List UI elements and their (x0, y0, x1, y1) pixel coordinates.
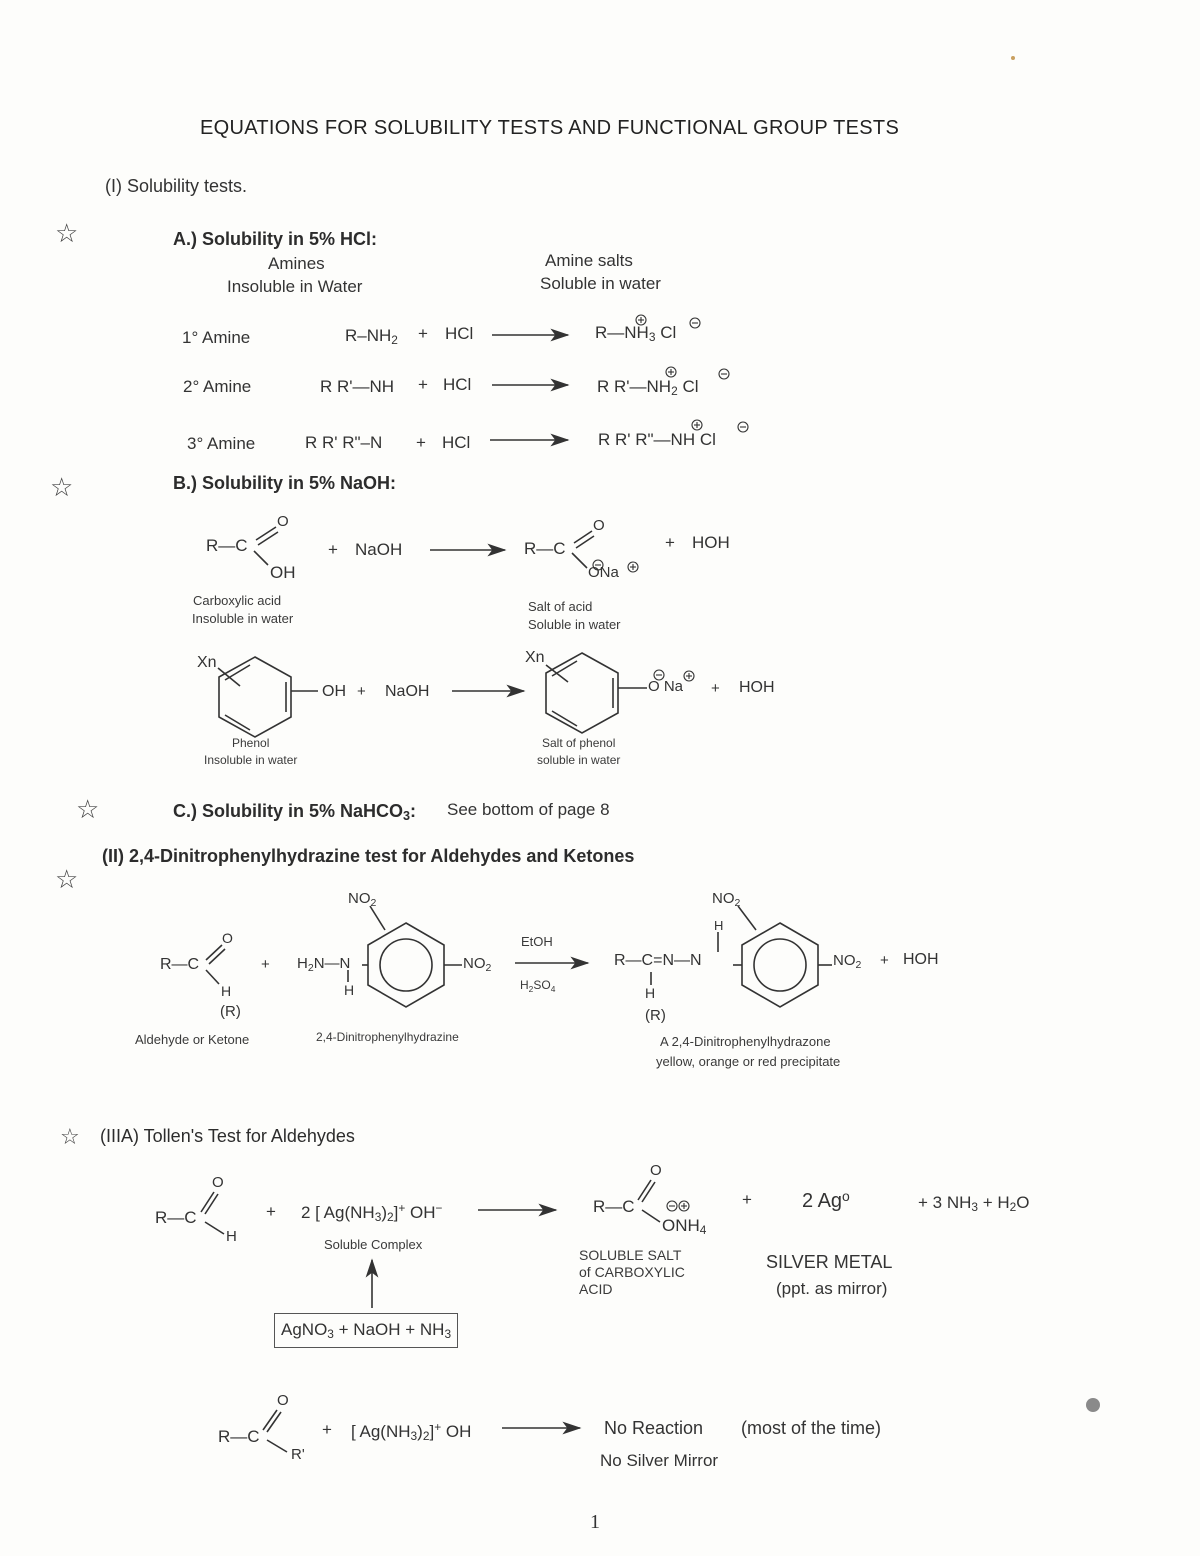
plus-sign: + (328, 540, 338, 559)
carboxylate-oxygen: O (650, 1162, 662, 1179)
amines-insoluble: Insoluble in Water (227, 277, 363, 296)
amines-label: Amines (268, 254, 325, 273)
aldehyde-hydrogen: H (226, 1228, 237, 1245)
salt-oxygen: O (593, 517, 605, 534)
hcl-reagent: HCl (445, 324, 474, 343)
nitro-group-top-product: $NO_2$ (712, 890, 741, 909)
phenoxide-caption: Salt of phenol (542, 736, 616, 750)
section-b-heading: B.) Solubility in 5% NaOH: (173, 473, 397, 493)
scan-speck (1086, 1398, 1100, 1412)
ammonium-carboxylate: $ONH_4$ (662, 1216, 707, 1237)
hydrazone-chain: R—C=N—N (614, 952, 702, 969)
acid-oxygen: O (277, 513, 289, 530)
precipitate-caption: yellow, orange or red precipitate (656, 1054, 841, 1069)
amine-salts-label: Amine salts (545, 251, 633, 270)
phenoxide-substituent: Xn (525, 649, 545, 666)
acid-hydroxyl: OH (270, 563, 296, 582)
tollens-reagent-ketone: [ $Ag(NH_3)_2]^+$ OH (351, 1420, 472, 1443)
salt-oxide-sodium: ONa (588, 564, 619, 581)
ammonia-water-products: + 3 $NH_3 + H_2O$ (918, 1193, 1030, 1214)
phenoxide-caption-solubility: soluble in water (537, 753, 621, 767)
plus-sign: + (742, 1190, 752, 1209)
carboxylate-r-group: R—C (593, 1197, 635, 1216)
hydrazone-hydrogen: H (645, 985, 656, 1001)
page-number: 1 (590, 1511, 600, 1533)
tertiary-amine-label: 3° Amine (187, 434, 256, 453)
tertiary-amine-reactant: R R' R"–N (305, 433, 383, 452)
hydrazine-group: $H_2N—N$ (297, 955, 351, 974)
phenol-caption-solubility: Insoluble in water (204, 753, 298, 767)
acid-caption: Carboxylic acid (193, 593, 282, 608)
plus-sign: + (880, 952, 889, 969)
phenol-hydroxyl: OH (322, 683, 346, 700)
section-1-heading: (I) Solubility tests. (105, 176, 248, 196)
benzene-ring (546, 653, 618, 733)
plus-sign: + (416, 433, 426, 452)
naoh-reagent: NaOH (355, 540, 403, 559)
water-product: HOH (692, 533, 730, 552)
carbonyl-r-alt: (R) (220, 1003, 241, 1020)
section-c-note: See bottom of page 8 (447, 800, 610, 819)
section-3-heading: (IIIA) Tollen's Test for Aldehydes (100, 1126, 355, 1146)
hcl-reagent: HCl (443, 375, 472, 394)
page-title: EQUATIONS FOR SOLUBILITY TESTS AND FUNCTIONAL GROUP TESTS (200, 117, 900, 139)
section-c-heading: C.) Solubility in 5% NaHCO$_3$: (173, 801, 417, 823)
secondary-amine-reactant: R R'—NH (320, 377, 395, 396)
carbonyl-r-group: R—C (160, 956, 200, 973)
hydrazine-hydrogen: H (344, 982, 355, 998)
aldehyde-ketone-caption: Aldehyde or Ketone (135, 1032, 250, 1047)
star-annotation-icon: ☆ (50, 472, 74, 502)
primary-amine-label: 1° Amine (182, 328, 251, 347)
acid-r-group: R—C (206, 536, 248, 555)
ethanol-solvent: EtOH (521, 934, 553, 949)
benzene-ring (219, 657, 291, 737)
ketone-r-group: R—C (218, 1427, 260, 1446)
phenoxide-oxygen-sodium: O Na (648, 678, 684, 695)
tollens-reagent: 2 [ $Ag(NH_3)_2]^+$ OH− (301, 1201, 443, 1224)
nitro-group-top: $NO_2$ (348, 890, 377, 909)
sulfuric-acid-catalyst: $H_2SO_4$ (520, 978, 556, 994)
hydrazone-r-alt: (R) (645, 1007, 666, 1024)
silver-metal-caption: SILVER METAL (766, 1252, 893, 1272)
secondary-amine-label: 2° Amine (183, 377, 252, 396)
phenol-caption: Phenol (232, 736, 270, 750)
water-product: HOH (903, 951, 939, 968)
aldehyde-r-group: R—C (155, 1208, 197, 1227)
salt-caption: Salt of acid (528, 599, 593, 614)
amine-salts-soluble: Soluble in water (540, 274, 661, 293)
salt-r-group: R—C (524, 539, 566, 558)
mirror-caption: (ppt. as mirror) (776, 1279, 888, 1298)
phenol-substituent: Xn (197, 654, 217, 671)
plus-sign: + (418, 375, 428, 394)
star-annotation-icon: ☆ (76, 794, 100, 824)
hydrazone-caption: A 2,4-Dinitrophenylhydrazone (660, 1034, 831, 1049)
star-annotation-icon: ☆ (55, 218, 79, 248)
star-annotation-icon: ☆ (55, 864, 79, 894)
no-reaction-text: No Reaction (604, 1418, 704, 1438)
nitro-group-para-product: $NO_2$ (833, 952, 862, 971)
ketone-oxygen: O (277, 1392, 289, 1409)
soluble-salt-caption-3: ACID (579, 1281, 613, 1297)
plus-sign: + (357, 683, 366, 700)
no-silver-mirror-text: No Silver Mirror (600, 1451, 719, 1470)
soluble-salt-caption: SOLUBLE SALT (579, 1247, 682, 1263)
primary-amine-reactant: $R-NH_2$ (345, 326, 398, 347)
section-2-heading: (II) 2,4-Dinitrophenylhydrazine test for Aldehydes and Ketones (102, 846, 635, 866)
soluble-complex-caption: Soluble Complex (324, 1237, 423, 1252)
plus-sign: + (711, 680, 720, 697)
naoh-reagent: NaOH (385, 683, 430, 700)
water-product: HOH (739, 679, 775, 696)
dnp-caption: 2,4-Dinitrophenylhydrazine (316, 1030, 459, 1044)
acid-caption-solubility: Insoluble in water (192, 611, 294, 626)
carbonyl-oxygen: O (222, 930, 233, 946)
nitro-group-para: $NO_2$ (463, 955, 492, 974)
reagent-preparation-box: AgNO$_3$ + NaOH + $NH_3$ (274, 1313, 458, 1348)
carbonyl-hydrogen: H (221, 983, 232, 999)
salt-caption-solubility: Soluble in water (528, 617, 621, 632)
plus-sign: + (418, 324, 428, 343)
plus-sign: + (266, 1202, 276, 1221)
scan-speck (1011, 56, 1015, 60)
ketone-r-prime: R' (291, 1446, 305, 1463)
secondary-amine-product: R $R'—NH_2$ Cl (597, 377, 699, 398)
plus-sign: + (665, 533, 675, 552)
star-annotation-icon: ☆ (60, 1124, 80, 1149)
tertiary-amine-product: R R' R"—NH Cl (598, 430, 716, 449)
soluble-salt-caption-2: of CARBOXYLIC (579, 1264, 685, 1280)
hydrazone-nh-hydrogen: H (714, 918, 724, 933)
plus-sign: + (322, 1420, 332, 1439)
aldehyde-oxygen: O (212, 1174, 224, 1191)
plus-sign: + (261, 956, 270, 973)
silver-metal-product: 2 Ag$^o$ (802, 1188, 850, 1212)
section-a-heading: A.) Solubility in 5% HCl: (173, 229, 378, 249)
hcl-reagent: HCl (442, 433, 471, 452)
primary-amine-product: $R—NH_3$ Cl (595, 323, 677, 344)
no-reaction-note: (most of the time) (741, 1418, 882, 1438)
